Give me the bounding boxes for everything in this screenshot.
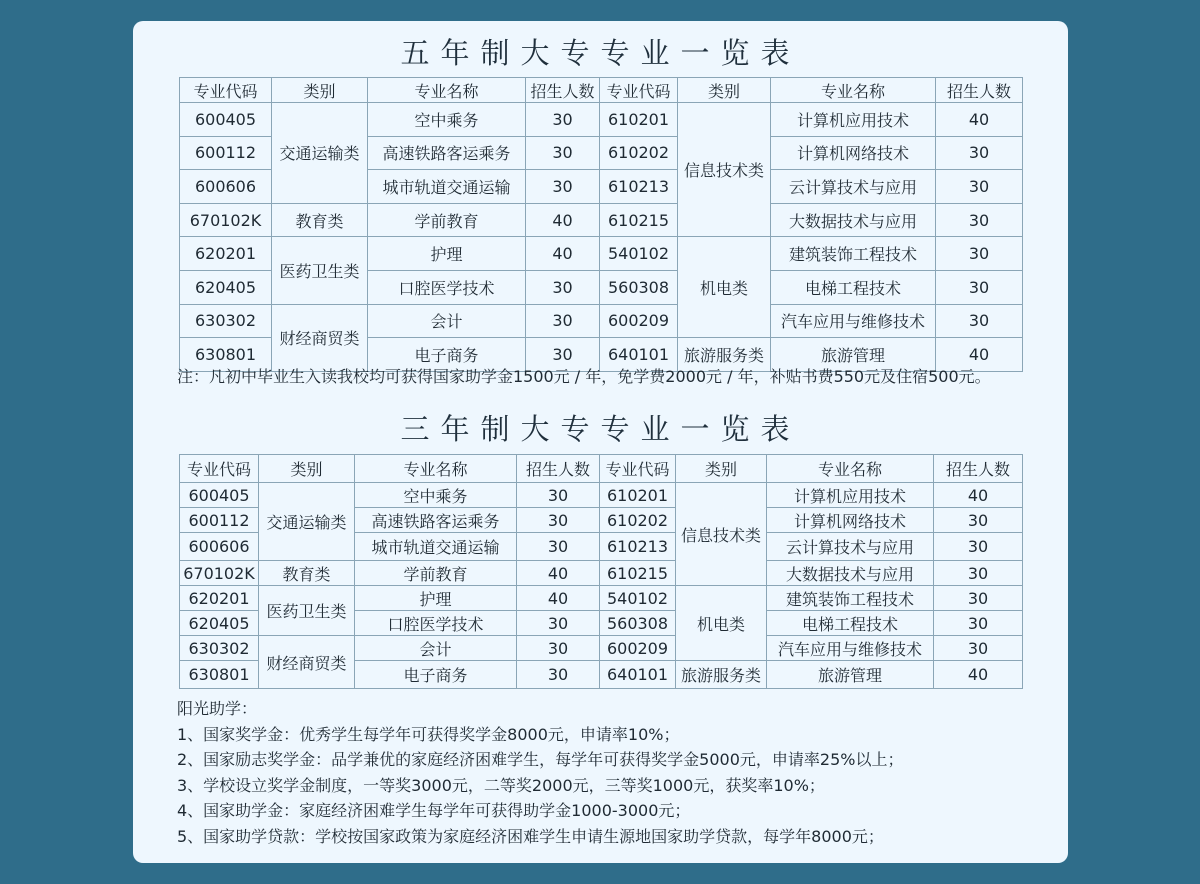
aid-item: 3、学校设立奖学金制度，一等奖3000元，二等奖2000元，三等奖1000元，获奖率10%； [177, 775, 825, 795]
table-row [180, 237, 1023, 271]
program-cell: 旅游管理 [771, 338, 936, 372]
program-cell: 护理 [355, 586, 517, 611]
count-cell: 30 [526, 103, 600, 137]
count-cell: 30 [936, 304, 1023, 338]
program-cell: 空中乘务 [368, 103, 526, 137]
count-cell: 40 [526, 237, 600, 271]
code-cell: 600606 [180, 533, 259, 561]
count-cell: 40 [936, 338, 1023, 372]
program-cell: 建筑装饰工程技术 [767, 586, 934, 611]
aid-item: 1、国家奖学金：优秀学生每学年可获得奖学金8000元，申请率10%； [177, 724, 680, 744]
aid-item: 2、国家励志奖学金：品学兼优的家庭经济困难学生，每学年可获得奖学金5000元，申请率25%以上； [177, 750, 904, 769]
code-cell: 560308 [600, 611, 676, 636]
program-cell: 大数据技术与应用 [771, 203, 936, 237]
count-cell: 30 [526, 338, 600, 372]
count-cell: 30 [934, 508, 1023, 533]
count-cell: 30 [517, 636, 600, 661]
code-cell: 600606 [180, 170, 272, 204]
table-header-row [180, 455, 1023, 483]
count-cell: 30 [936, 203, 1023, 237]
count-cell: 30 [517, 611, 600, 636]
header-cell: 专业代码 [180, 455, 259, 483]
count-cell: 30 [934, 586, 1023, 611]
header-cell: 专业名称 [767, 455, 934, 483]
category-cell: 医药卫生类 [259, 586, 355, 636]
code-cell: 610202 [600, 508, 676, 533]
program-card [133, 21, 1068, 863]
header-cell: 专业代码 [600, 455, 676, 483]
code-cell: 640101 [600, 338, 678, 372]
code-cell: 630801 [180, 338, 272, 372]
table-row [180, 103, 1023, 137]
program-cell: 旅游管理 [767, 661, 934, 689]
table-row [180, 304, 1023, 338]
count-cell: 30 [526, 304, 600, 338]
aid-item: 5、国家助学贷款：学校按国家政策为家庭经济困难学生申请生源地国家助学贷款，每学年8000元； [177, 826, 884, 846]
header-cell: 类别 [676, 455, 767, 483]
header-cell: 类别 [272, 78, 368, 103]
program-cell: 城市轨道交通运输 [368, 170, 526, 204]
count-cell: 40 [936, 103, 1023, 137]
category-cell: 机电类 [676, 586, 767, 661]
program-cell: 口腔医学技术 [355, 611, 517, 636]
three-year-title: 三年制大专专业一览表 [400, 412, 801, 446]
category-cell: 信息技术类 [676, 483, 767, 586]
count-cell: 40 [517, 561, 600, 586]
category-cell: 机电类 [678, 237, 771, 338]
category-cell: 旅游服务类 [676, 661, 767, 689]
code-cell: 630302 [180, 636, 259, 661]
code-cell: 600209 [600, 304, 678, 338]
program-cell: 护理 [368, 237, 526, 271]
program-cell: 计算机网络技术 [767, 508, 934, 533]
five-year-title: 五年制大专专业一览表 [400, 36, 801, 70]
code-cell: 610202 [600, 136, 678, 170]
header-cell: 专业代码 [180, 78, 272, 103]
program-cell: 会计 [355, 636, 517, 661]
header-cell: 招生人数 [517, 455, 600, 483]
count-cell: 30 [936, 270, 1023, 304]
header-cell: 招生人数 [934, 455, 1023, 483]
code-cell: 600112 [180, 508, 259, 533]
code-cell: 610213 [600, 170, 678, 204]
category-cell: 交通运输类 [272, 103, 368, 204]
category-cell: 教育类 [272, 203, 368, 237]
count-cell: 30 [526, 136, 600, 170]
code-cell: 610201 [600, 483, 676, 508]
program-cell: 电梯工程技术 [771, 270, 936, 304]
code-cell: 600405 [180, 103, 272, 137]
table-row [180, 561, 1023, 586]
category-cell: 旅游服务类 [678, 338, 771, 372]
code-cell: 610215 [600, 561, 676, 586]
financial-aid-section [177, 696, 903, 849]
program-cell: 建筑装饰工程技术 [771, 237, 936, 271]
program-cell: 学前教育 [368, 203, 526, 237]
code-cell: 670102K [180, 561, 259, 586]
count-cell: 30 [526, 270, 600, 304]
category-cell: 医药卫生类 [272, 237, 368, 304]
code-cell: 600112 [180, 136, 272, 170]
code-cell: 610215 [600, 203, 678, 237]
header-cell: 专业名称 [368, 78, 526, 103]
code-cell: 620201 [180, 237, 272, 271]
aid-item: 4、国家助学金：家庭经济困难学生每学年可获得助学金1000-3000元； [177, 801, 691, 820]
program-cell: 计算机应用技术 [771, 103, 936, 137]
program-cell: 汽车应用与维修技术 [771, 304, 936, 338]
table-header-row [180, 78, 1023, 103]
count-cell: 30 [517, 533, 600, 561]
code-cell: 610201 [600, 103, 678, 137]
count-cell: 30 [517, 661, 600, 689]
code-cell: 540102 [600, 237, 678, 271]
table-row [180, 586, 1023, 611]
code-cell: 540102 [600, 586, 676, 611]
program-cell: 汽车应用与维修技术 [767, 636, 934, 661]
count-cell: 30 [517, 508, 600, 533]
code-cell: 560308 [600, 270, 678, 304]
count-cell: 30 [936, 170, 1023, 204]
header-cell: 招生人数 [526, 78, 600, 103]
program-cell: 学前教育 [355, 561, 517, 586]
count-cell: 40 [934, 661, 1023, 689]
code-cell: 630801 [180, 661, 259, 689]
three-year-table [179, 454, 1023, 689]
program-cell: 电子商务 [368, 338, 526, 372]
program-cell: 计算机网络技术 [771, 136, 936, 170]
code-cell: 630302 [180, 304, 272, 338]
category-cell: 财经商贸类 [259, 636, 355, 689]
table-row [180, 636, 1023, 661]
count-cell: 30 [517, 483, 600, 508]
program-cell: 空中乘务 [355, 483, 517, 508]
count-cell: 40 [517, 586, 600, 611]
category-cell: 财经商贸类 [272, 304, 368, 371]
header-cell: 专业代码 [600, 78, 678, 103]
program-cell: 会计 [368, 304, 526, 338]
count-cell: 30 [526, 170, 600, 204]
count-cell: 30 [934, 561, 1023, 586]
count-cell: 30 [936, 237, 1023, 271]
header-cell: 专业名称 [355, 455, 517, 483]
program-cell: 高速铁路客运乘务 [368, 136, 526, 170]
program-cell: 云计算技术与应用 [767, 533, 934, 561]
table-row [180, 203, 1023, 237]
program-cell: 云计算技术与应用 [771, 170, 936, 204]
count-cell: 40 [934, 483, 1023, 508]
code-cell: 600209 [600, 636, 676, 661]
header-cell: 招生人数 [936, 78, 1023, 103]
code-cell: 620201 [180, 586, 259, 611]
count-cell: 40 [526, 203, 600, 237]
program-cell: 电子商务 [355, 661, 517, 689]
count-cell: 30 [934, 611, 1023, 636]
header-cell: 类别 [259, 455, 355, 483]
program-cell: 电梯工程技术 [767, 611, 934, 636]
program-cell: 计算机应用技术 [767, 483, 934, 508]
category-cell: 交通运输类 [259, 483, 355, 561]
code-cell: 670102K [180, 203, 272, 237]
program-cell: 高速铁路客运乘务 [355, 508, 517, 533]
code-cell: 620405 [180, 611, 259, 636]
header-cell: 类别 [678, 78, 771, 103]
program-cell: 口腔医学技术 [368, 270, 526, 304]
program-cell: 大数据技术与应用 [767, 561, 934, 586]
code-cell: 610213 [600, 533, 676, 561]
code-cell: 620405 [180, 270, 272, 304]
category-cell: 教育类 [259, 561, 355, 586]
count-cell: 30 [934, 533, 1023, 561]
aid-heading: 阳光助学： [177, 699, 258, 718]
program-cell: 城市轨道交通运输 [355, 533, 517, 561]
five-year-table [179, 77, 1023, 372]
tuition-note: 注：凡初中毕业生入读我校均可获得国家助学金1500元 / 年，免学费2000元 / 年，补贴书费550元及住宿500元。 [177, 367, 991, 386]
table-row [180, 483, 1023, 508]
code-cell: 640101 [600, 661, 676, 689]
category-cell: 信息技术类 [678, 103, 771, 237]
code-cell: 600405 [180, 483, 259, 508]
header-cell: 专业名称 [771, 78, 936, 103]
count-cell: 30 [934, 636, 1023, 661]
count-cell: 30 [936, 136, 1023, 170]
